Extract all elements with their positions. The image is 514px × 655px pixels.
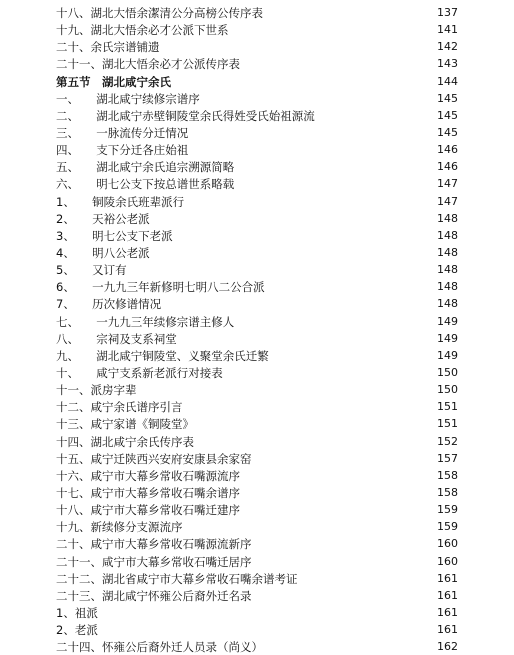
toc-entry-page-number: 161 — [437, 588, 458, 602]
toc-entry — [0, 5, 514, 21]
toc-entry-page-number: 148 — [437, 245, 458, 259]
toc-entry-title: 十九、新续修分支源流序 — [56, 520, 183, 535]
toc-entry-page-number: 149 — [437, 331, 458, 345]
toc-entry-title: 九、 湖北咸宁铜陵堂、义聚堂余氏迁繁 — [56, 348, 269, 363]
toc-entry — [0, 365, 514, 381]
toc-entry-title: 3、 明七公支下老派 — [56, 228, 173, 243]
toc-entry — [0, 194, 514, 210]
toc-entry-title: 十一、派房字辈 — [56, 383, 137, 398]
toc-entry-page-number: 160 — [437, 537, 458, 551]
toc-entry — [0, 22, 514, 38]
toc-entry-page-number: 145 — [437, 91, 458, 105]
toc-entry-title: 2、 天裕公老派 — [56, 211, 150, 226]
toc-entry-page-number: 137 — [437, 6, 458, 19]
toc-entry-page-number: 159 — [437, 520, 458, 534]
toc-entry — [0, 176, 514, 192]
toc-entry — [0, 519, 514, 535]
toc-entry-page-number: 141 — [437, 23, 458, 37]
toc-entry-page-number: 148 — [437, 297, 458, 311]
toc-entry-title: 十四、湖北咸宁余氏传序表 — [56, 434, 194, 449]
toc-entry-title: 四、 支下分迁各庄始祖 — [56, 143, 189, 158]
toc-entry-title: 5、 又订有 — [56, 263, 127, 278]
toc-entry-title: 1、祖派 — [56, 605, 98, 620]
toc-entry-title: 十六、咸宁市大幕乡常收石嘴源流序 — [56, 468, 240, 483]
toc-entry-page-number: 146 — [437, 143, 458, 157]
toc-entry — [0, 56, 514, 72]
toc-entry-title: 4、 明八公老派 — [56, 245, 150, 260]
toc-entry-page-number: 161 — [437, 571, 458, 585]
toc-entry — [0, 588, 514, 604]
toc-entry — [0, 348, 514, 364]
toc-entry — [0, 262, 514, 278]
toc-entry — [0, 416, 514, 432]
toc-entry-page-number: 149 — [437, 348, 458, 362]
toc-entry — [0, 622, 514, 638]
toc-entry — [0, 91, 514, 107]
toc-entry — [0, 468, 514, 484]
toc-entry-title: 二十二、湖北省咸宁市大幕乡常收石嘴余谱考证 — [56, 571, 298, 586]
toc-entry — [0, 159, 514, 175]
toc-entry-title: 十二、咸宁余氏谱序引言 — [56, 400, 183, 415]
toc-entry-title: 2、老派 — [56, 623, 98, 638]
toc-entry — [0, 536, 514, 552]
toc-entry-page-number: 148 — [437, 211, 458, 225]
toc-entry-title: 二十一、湖北大悟余必才公派传序表 — [56, 57, 240, 72]
toc-entry — [0, 108, 514, 124]
toc-entry — [0, 228, 514, 244]
toc-entry — [0, 331, 514, 347]
toc-entry-page-number: 162 — [437, 640, 458, 654]
toc-entry — [0, 211, 514, 227]
toc-entry-title: 二十一、咸宁市大幕乡常收石嘴迁居序 — [56, 554, 252, 569]
toc-entry-page-number: 158 — [437, 485, 458, 499]
toc-entry — [0, 399, 514, 415]
toc-entry-page-number: 150 — [437, 365, 458, 379]
toc-entry — [0, 434, 514, 450]
toc-entry-title: 十八、湖北大悟余潔清公分高榜公传序表 — [56, 6, 263, 20]
toc-entry-title: 二十、咸宁市大幕乡常收石嘴源流新序 — [56, 537, 252, 552]
toc-entry-page-number: 161 — [437, 623, 458, 637]
toc-entry-title: 二、 湖北咸宁赤壁铜陵堂余氏得姓受氏始祖源流 — [56, 108, 315, 123]
toc-entry — [0, 296, 514, 312]
toc-entry-page-number: 150 — [437, 383, 458, 397]
toc-entry-title: 十五、咸宁迁陕西兴安府安康县余家窑 — [56, 451, 252, 466]
toc-entry-page-number: 148 — [437, 263, 458, 277]
toc-entry-title: 一、 湖北咸宁续修宗谱序 — [56, 91, 200, 106]
toc-entry-title: 十、 咸宁支系新老派行对接表 — [56, 365, 223, 380]
toc-entry-page-number: 151 — [437, 400, 458, 414]
toc-entry-title: 五、 湖北咸宁余氏追宗溯源简略 — [56, 160, 235, 175]
toc-entry-page-number: 144 — [437, 74, 458, 88]
toc-entry — [0, 382, 514, 398]
toc-entry-title: 十九、湖北大悟余必才公派下世系 — [56, 23, 229, 38]
toc-entry-page-number: 157 — [437, 451, 458, 465]
toc-entry-title: 1、 铜陵余氏班辈派行 — [56, 194, 185, 209]
toc-entry — [0, 125, 514, 141]
toc-entry-title: 7、 历次修谱情况 — [56, 297, 162, 312]
toc-entry-page-number: 151 — [437, 417, 458, 431]
toc-entry — [0, 571, 514, 587]
toc-entry-title: 6、 一九九三年新修明七明八二公合派 — [56, 280, 265, 295]
toc-entry-page-number: 148 — [437, 228, 458, 242]
toc-entry-title: 二十三、湖北咸宁怀雍公后裔外迁名录 — [56, 588, 252, 603]
toc-entry-page-number: 146 — [437, 160, 458, 174]
toc-entry-title: 十七、咸宁市大幕乡常收石嘴余谱序 — [56, 485, 240, 500]
toc-entry-page-number: 160 — [437, 554, 458, 568]
toc-entry-title: 六、 明七公支下按总谱世系略载 — [56, 177, 235, 192]
toc-entry — [0, 314, 514, 330]
toc-entry-title: 三、 一脉流传分迁情况 — [56, 125, 189, 140]
toc-entry-title: 十八、咸宁市大幕乡常收石嘴迁建序 — [56, 503, 240, 518]
toc-entry — [0, 605, 514, 621]
toc-entry — [0, 485, 514, 501]
toc-entry — [0, 142, 514, 158]
toc-entry-page-number: 145 — [437, 125, 458, 139]
toc-entry-page-number: 158 — [437, 468, 458, 482]
toc-entry — [0, 451, 514, 467]
toc-entry-page-number: 147 — [437, 194, 458, 208]
toc-entry-page-number: 148 — [437, 280, 458, 294]
toc-entry-page-number: 161 — [437, 605, 458, 619]
toc-entry-title: 第五节 湖北咸宁余氏 — [56, 74, 171, 89]
toc-entry-page-number: 145 — [437, 108, 458, 122]
toc-entry — [0, 502, 514, 518]
toc-entry-page-number: 159 — [437, 503, 458, 517]
toc-section-heading — [0, 74, 514, 90]
toc-entry-page-number: 152 — [437, 434, 458, 448]
toc-entry — [0, 639, 514, 655]
toc-entry-page-number: 142 — [437, 40, 458, 54]
toc-entry-title: 八、 宗祠及支系祠堂 — [56, 331, 177, 346]
toc-entry — [0, 279, 514, 295]
toc-entry-title: 十三、咸宁家谱《铜陵堂》 — [56, 417, 194, 432]
toc-entry-title: 七、 一九九三年续修宗谱主修人 — [56, 314, 235, 329]
toc-entry — [0, 554, 514, 570]
toc-entry-page-number: 143 — [437, 57, 458, 71]
toc-entry — [0, 245, 514, 261]
toc-entry — [0, 39, 514, 55]
toc-entry-page-number: 147 — [437, 177, 458, 191]
toc-entry-title: 二十、余氏宗谱铺遗 — [56, 40, 160, 55]
toc-entry-page-number: 149 — [437, 314, 458, 328]
toc-entry-title: 二十四、怀雍公后裔外迁人员录（尚义） — [56, 640, 263, 655]
